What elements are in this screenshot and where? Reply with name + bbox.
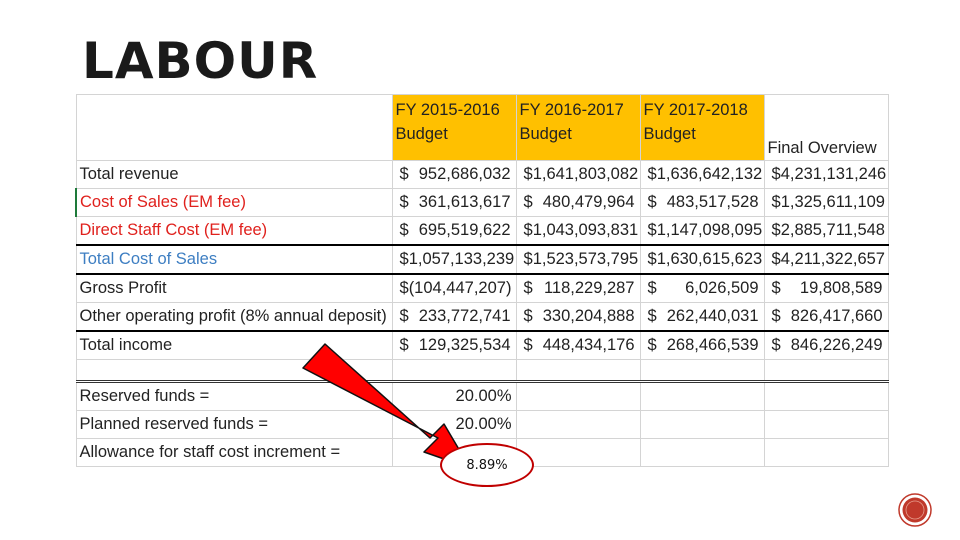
cell-value: $ 1,630,615,623 bbox=[640, 245, 764, 274]
cell-value: $ 826,417,660 bbox=[764, 303, 888, 332]
header-fy2017: FY 2017-2018 Budget bbox=[640, 95, 764, 161]
cell-value: $ 483,517,528 bbox=[640, 189, 764, 217]
cell-value: $ 4,231,131,246 bbox=[764, 161, 888, 189]
cell-value: $ 1,636,642,132 bbox=[640, 161, 764, 189]
cell-value: $ 129,325,534 bbox=[392, 331, 516, 360]
cell-value: $ 695,519,622 bbox=[392, 217, 516, 246]
cell-value: $ 448,434,176 bbox=[516, 331, 640, 360]
cell-value: $ 2,885,711,548 bbox=[764, 217, 888, 246]
row-label: Direct Staff Cost (EM fee) bbox=[76, 217, 392, 246]
cell-value: $ 262,440,031 bbox=[640, 303, 764, 332]
row-label: Total Cost of Sales bbox=[76, 245, 392, 274]
cell-value: $ 846,226,249 bbox=[764, 331, 888, 360]
cell-value: $ 6,026,509 bbox=[640, 274, 764, 303]
cell-value: $ 19,808,589 bbox=[764, 274, 888, 303]
header-fy2015: FY 2015-2016 Budget bbox=[392, 95, 516, 161]
param-value: 20.00% bbox=[392, 411, 516, 439]
header-fy2016: FY 2016-2017 Budget bbox=[516, 95, 640, 161]
row-label: Gross Profit bbox=[76, 274, 392, 303]
row-label: Cost of Sales (EM fee) bbox=[76, 189, 392, 217]
header-final-overview: Final Overview bbox=[764, 95, 888, 161]
cell-value: $ 480,479,964 bbox=[516, 189, 640, 217]
cell-value: $ 1,641,803,082 bbox=[516, 161, 640, 189]
cell-value: $ 1,147,098,095 bbox=[640, 217, 764, 246]
slide-badge-icon bbox=[897, 492, 933, 528]
cell-value: $ 233,772,741 bbox=[392, 303, 516, 332]
cell-value: $ 952,686,032 bbox=[392, 161, 516, 189]
cell-value: $ 1,043,093,831 bbox=[516, 217, 640, 246]
param-label: Allowance for staff cost increment = bbox=[76, 439, 392, 467]
slide-title: LABOUR bbox=[82, 32, 319, 90]
param-label: Planned reserved funds = bbox=[76, 411, 392, 439]
callout-value-bubble: 8.89% bbox=[440, 443, 534, 487]
cell-value: $ 361,613,617 bbox=[392, 189, 516, 217]
cell-value: $ 268,466,539 bbox=[640, 331, 764, 360]
row-label: Total income bbox=[76, 331, 392, 360]
cell-value: $ 1,325,611,109 bbox=[764, 189, 888, 217]
param-label: Reserved funds = bbox=[76, 382, 392, 411]
row-label: Total revenue bbox=[76, 161, 392, 189]
cell-value: $ 4,211,322,657 bbox=[764, 245, 888, 274]
cell-value: $ 1,057,133,239 bbox=[392, 245, 516, 274]
cell-value: $ 118,229,287 bbox=[516, 274, 640, 303]
row-label: Other operating profit (8% annual deposit) bbox=[76, 303, 392, 332]
cell-value: $ (104,447,207) bbox=[392, 274, 516, 303]
param-value: 20.00% bbox=[392, 382, 516, 411]
cell-value: $ 330,204,888 bbox=[516, 303, 640, 332]
cell-value: $ 1,523,573,795 bbox=[516, 245, 640, 274]
